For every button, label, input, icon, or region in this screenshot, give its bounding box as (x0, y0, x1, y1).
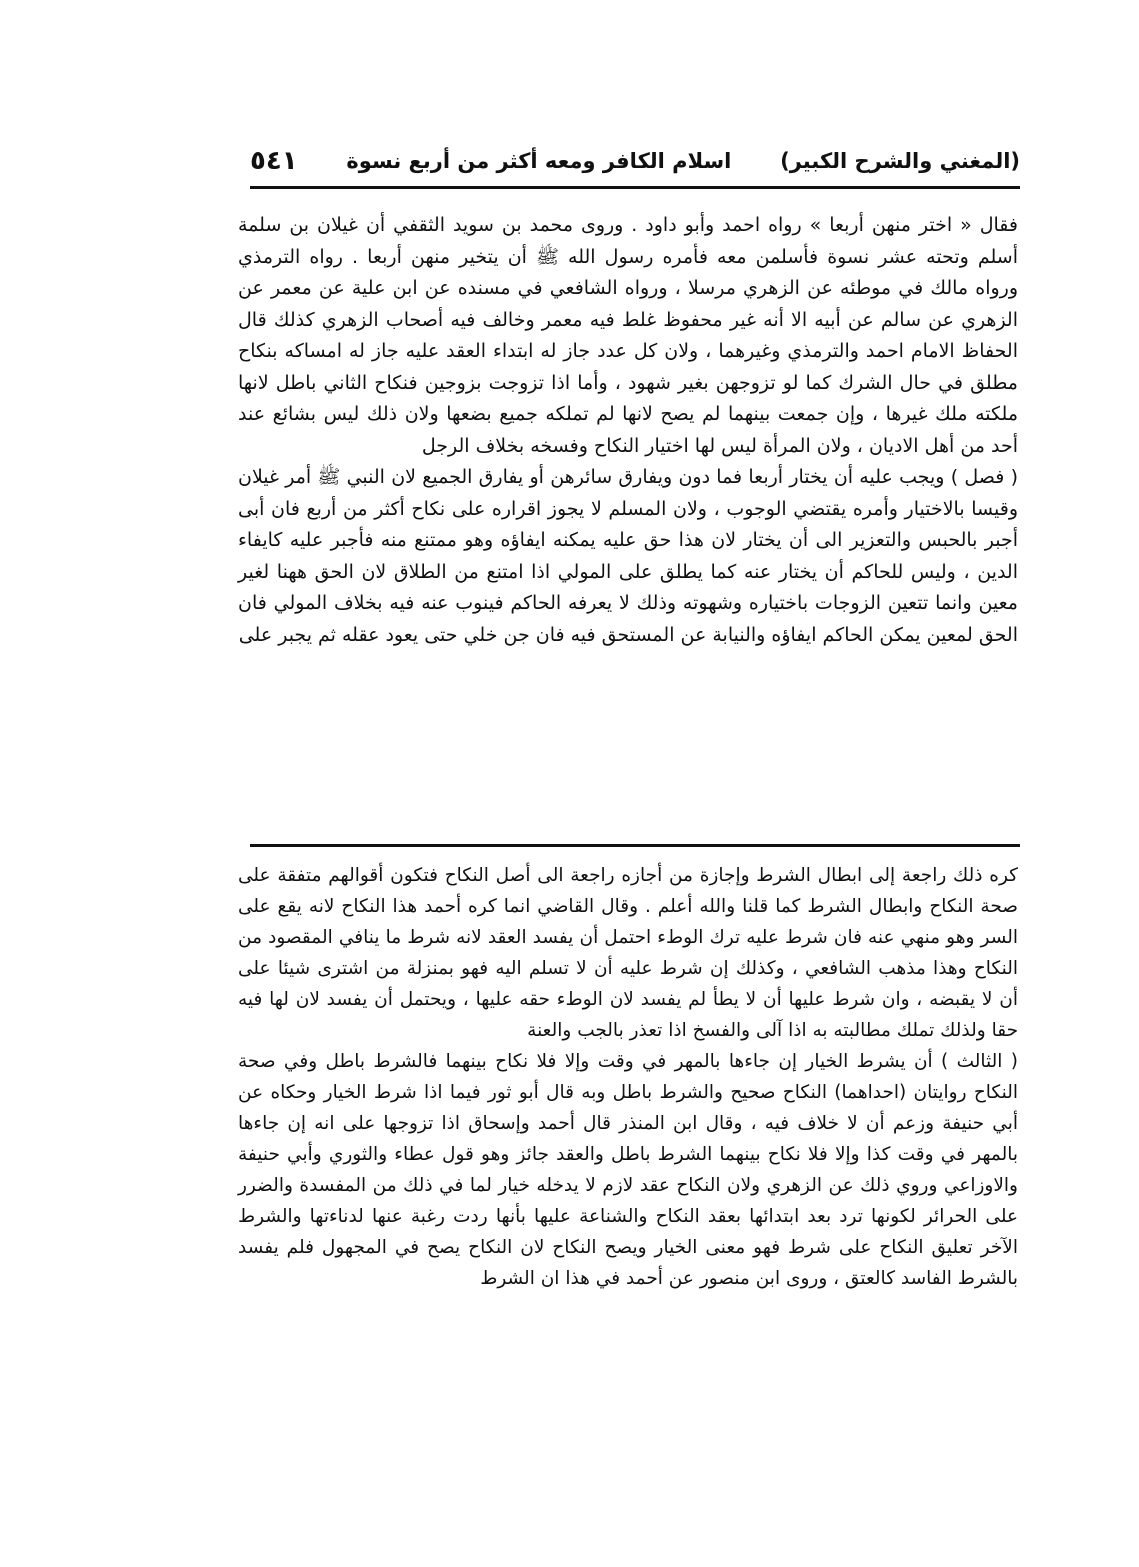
page-number: ٥٤١ (250, 146, 298, 176)
main-paragraph-2: ( فصل ) ويجب عليه أن يختار أربعا فما دون ويفارق سائرهن أو يفارق الجميع لان النبي ﷺ أمر غيلان وقيسا بالاختيار وأمره يقتضي الوجوب ، ولان المسلم لا يجوز اقراره على نكاح أكثر من أربع فان أبى أجبر بالحبس والتعزير الى أن يختار لان هذا حق عليه يمكنه ايفاؤه وهو ممتنع منه فأجبر عليه كايفاء الدين ، وليس للحاكم أن يختار عنه كما يطلق على المولي اذا امتنع من الطلاق لان الحق ههنا لغير معين وانما تتعين الزوجات باختياره وشهوته وذلك لا يعرفه الحاكم فينوب عنه فيه بخلاف المولي فان الحق لمعين يمكن الحاكم ايفاؤه والنيابة عن المستحق فيه فان جن خلي حتى يعود عقله ثم يجبر على (238, 466, 1018, 646)
commentary-paragraph-2: ( الثالث ) أن يشرط الخيار إن جاءها بالمهر في وقت وإلا فلا نكاح بينهما فالشرط باطل وفي صحة النكاح روايتان (احداهما) النكاح صحيح والشرط باطل وبه قال أبو ثور فيما اذا شرط الخيار وحكاه عن أبي حنيفة وزعم أن لا خلاف فيه ، وقال ابن المنذر قال أحمد وإسحاق اذا تزوجها على انه إن جاءها بالمهر في وقت كذا وإلا فلا نكاح بينهما الشرط باطل والعقد جائز وهو قول عطاء والثوري وأبي حنيفة والاوزاعي وروي ذلك عن الزهري ولان النكاح عقد لازم لا يدخله خيار لما في ذلك من المفسدة والضرر على الحرائر لكونها ترد بعد ابتدائها بعقد النكاح والشناعة عليها بأنها ردت رغبة عنها لدناءتها والشرط الآخر تعليق النكاح على شرط فهو معنى الخيار ويصح النكاح لان النكاح يصح في المجهول فلم يفسد بالشرط الفاسد كالعتق ، وروى ابن منصور عن أحمد في هذا ان الشرط (238, 1051, 1018, 1289)
header-rule (250, 186, 1020, 189)
section-divider (250, 844, 1020, 847)
chapter-title: اسلام الكافر ومعه أكثر من أربع نسوة (346, 149, 732, 173)
commentary-text (238, 860, 1018, 1294)
main-text (238, 210, 1018, 651)
main-paragraph-1: فقال « اختر منهن أربعا » رواه احمد وأبو داود . وروى محمد بن سويد الثقفي أن غيلان بن سلمة أسلم وتحته عشر نسوة فأسلمن معه فأمره رسول الله ﷺ أن يتخير منهن أربعا . رواه الترمذي ورواه مالك في موطئه عن الزهري مرسلا ، ورواه الشافعي في مسنده عن ابن علية عن معمر عن الزهري عن سالم عن أبيه الا أنه غير محفوظ غلط فيه معمر وخالف فيه أصحاب الزهري كذلك قال الحفاظ الامام احمد والترمذي وغيرهما ، ولان كل عدد جاز له ابتداء العقد عليه جاز له امساكه بنكاح مطلق في حال الشرك كما لو تزوجهن بغير شهود ، وأما اذا تزوجت بزوجين فنكاح الثاني باطل لانها ملكته ملك غيرها ، وإن جمعت بينهما لم يصح لانها لم تملكه جميع بضعها ولان ذلك ليس بشائع عند أحد من أهل الاديان ، ولان المرأة ليس لها اختيار النكاح وفسخه بخلاف الرجل (238, 214, 1018, 457)
book-title: (المغني والشرح الكبير) (780, 149, 1020, 173)
commentary-paragraph-1: كره ذلك راجعة إلى ابطال الشرط وإجازة من أجازه راجعة الى أصل النكاح فتكون أقوالهم متفقة على صحة النكاح وابطال الشرط كما قلنا والله أعلم . وقال القاضي انما كره أحمد هذا النكاح لانه يقع على السر وهو منهي عنه فان شرط عليه ترك الوطء احتمل أن يفسد العقد لانه شرط ما ينافي المقصود من النكاح وهذا مذهب الشافعي ، وكذلك إن شرط عليه أن لا تسلم اليه فهو بمنزلة من اشترى شيئا على أن لا يقبضه ، وان شرط عليها أن لا يطأ لم يفسد لان الوطء حقه عليها ، ويحتمل أن يفسد لان لها فيه حقا ولذلك تملك مطالبته به اذا آلى والفسخ اذا تعذر بالجب والعنة (238, 865, 1018, 1041)
running-header (250, 140, 1020, 182)
